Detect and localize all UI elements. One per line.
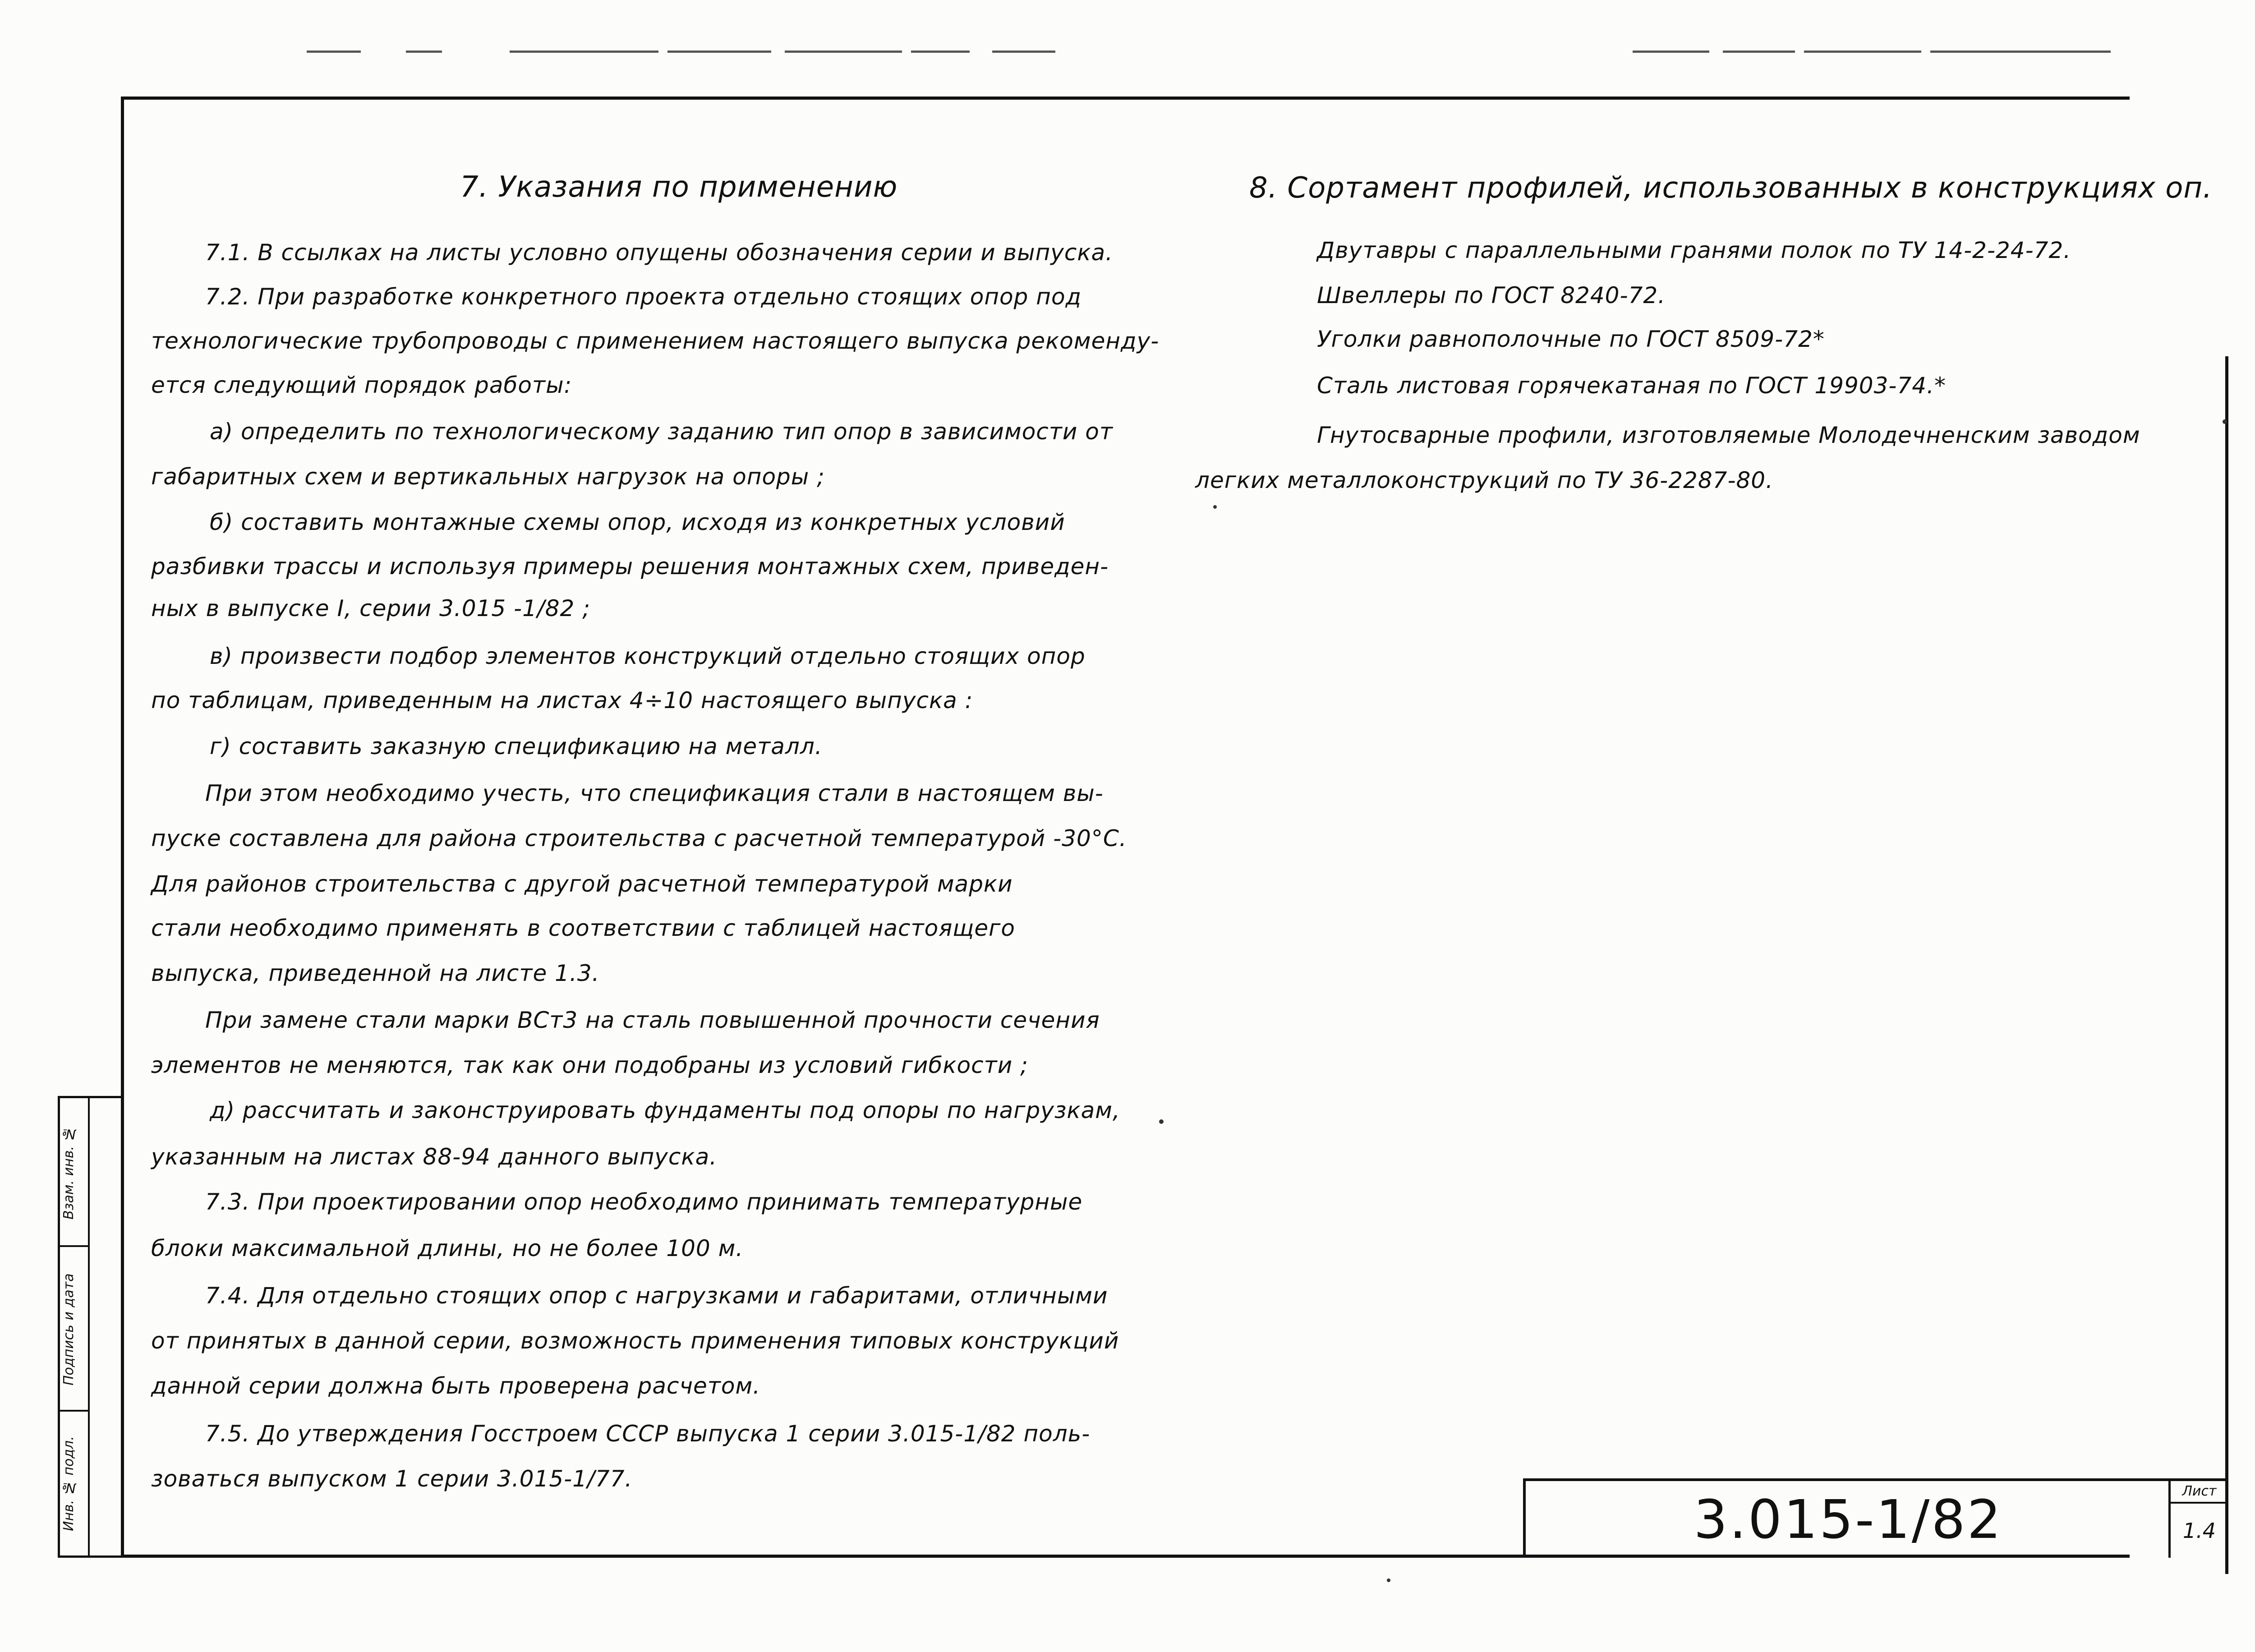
- s7-line: элементов не меняются, так как они подобраны из условий гибкости ;: [151, 1052, 1028, 1078]
- s7-line: пуске составлена для района строительства с расчетной температурой -30°С.: [151, 825, 1127, 851]
- scan-mark: [307, 51, 361, 53]
- s7-line: указанным на листах 88-94 данного выпуска.: [151, 1144, 718, 1170]
- s7-line: ных в выпуске I, серии 3.015 -1/82 ;: [151, 595, 591, 621]
- frame-right-edge: [2225, 356, 2228, 1574]
- scan-mark: [1804, 51, 1921, 53]
- scan-mark: [667, 51, 771, 53]
- scan-mark: [1930, 51, 2111, 53]
- side-stamp: [58, 1096, 121, 1558]
- s7-line: При этом необходимо учесть, что спецификация стали в настоящем вы-: [205, 780, 1104, 806]
- s7-line: ется следующий порядок работы:: [151, 372, 572, 398]
- side-cell-original: [60, 1412, 90, 1558]
- section7-heading: 7. Указания по применению: [460, 170, 898, 204]
- s8-line: Швеллеры по ГОСТ 8240-72.: [1317, 282, 1666, 308]
- sheet-label: Лист: [2171, 1481, 2228, 1504]
- s8-line: Сталь листовая горячекатаная по ГОСТ 19903-74.*: [1317, 373, 1946, 399]
- s7-line: технологические трубопроводы с применением настоящего выпуска рекоменду-: [151, 328, 1160, 354]
- scan-mark: [1633, 51, 1709, 53]
- s7-line: от принятых в данной серии, возможность применения типовых конструкций: [151, 1328, 1119, 1354]
- s7-line: 7.2. При разработке конкретного проекта отдельно стоящих опор под: [205, 284, 1082, 310]
- scan-mark: [1723, 51, 1795, 53]
- s7-line: 7.5. До утверждения Госстроем СССР выпуска 1 серии 3.015-1/82 поль-: [205, 1421, 1091, 1447]
- side-label-signature: Подпись и дата: [61, 1273, 77, 1385]
- s7-line: выпуска, приведенной на листе 1.3.: [151, 960, 600, 986]
- scan-speck: [2223, 419, 2227, 424]
- s7-line: б) составить монтажные схемы опор, исходя из конкретных условий: [210, 509, 1065, 535]
- s7-line: блоки максимальной длины, но не более 100 м.: [151, 1235, 744, 1261]
- scan-mark: [510, 51, 658, 53]
- s7-line: 7.3. При проектировании опор необходимо принимать температурные: [205, 1189, 1083, 1215]
- s7-line: г) составить заказную спецификацию на металл.: [210, 733, 823, 759]
- side-label-original: Инв. № подл.: [61, 1436, 77, 1532]
- sheet-cell: [2168, 1481, 2228, 1558]
- scan-mark: [992, 51, 1055, 53]
- side-cell-replacement: [60, 1098, 90, 1247]
- s8-line: легких металлоконструкций по ТУ 36-2287-80.: [1195, 467, 1774, 493]
- scan-speck: [1213, 505, 1217, 509]
- s7-line: д) рассчитать и законструировать фундаменты под опоры по нагрузкам,: [210, 1097, 1120, 1123]
- s7-line: по таблицам, приведенным на листах 4÷10 настоящего выпуска :: [151, 687, 973, 713]
- side-stamp-label-column: [60, 1098, 90, 1555]
- s7-line: 7.4. Для отдельно стоящих опор с нагрузками и габаритами, отличными: [205, 1283, 1108, 1309]
- s8-line: Уголки равнополочные по ГОСТ 8509-72*: [1317, 326, 1825, 352]
- s7-line: в) произвести подбор элементов конструкций отдельно стоящих опор: [210, 643, 1086, 669]
- s7-line: а) определить по технологическому заданию тип опор в зависимости от: [210, 419, 1114, 445]
- section8-heading: 8. Сортамент профилей, использованных в конструкциях оп.: [1249, 171, 2213, 205]
- s8-line: Гнутосварные профили, изготовляемые Молодечненским заводом: [1317, 422, 2140, 448]
- s7-line: данной серии должна быть проверена расчетом.: [151, 1373, 761, 1399]
- scan-speck: [1387, 1578, 1390, 1582]
- drawing-designation: 3.015-1/82: [1694, 1488, 2003, 1551]
- s7-line: Для районов строительства с другой расчетной температурой марки: [151, 871, 1013, 897]
- s7-line: 7.1. В ссылках на листы условно опущены обозначения серии и выпуска.: [205, 239, 1114, 266]
- side-cell-signature: [60, 1247, 90, 1412]
- title-block: [1523, 1478, 2225, 1558]
- scan-mark: [785, 51, 902, 53]
- s7-line: зоваться выпуском 1 серии 3.015-1/77.: [151, 1466, 633, 1492]
- s7-line: стали необходимо применять в соответствии с таблицей настоящего: [151, 915, 1016, 941]
- s7-line: габаритных схем и вертикальных нагрузок на опоры ;: [151, 464, 825, 490]
- sheet-number: 1.4: [2182, 1519, 2216, 1543]
- scan-mark: [911, 51, 970, 53]
- side-label-replacement: Взам. инв. №: [61, 1126, 77, 1219]
- s8-line: Двутавры с параллельными гранями полок по ТУ 14-2-24-72.: [1317, 237, 2071, 263]
- s7-line: разбивки трассы и используя примеры решения монтажных схем, приведен-: [151, 553, 1109, 580]
- scan-mark: [406, 51, 442, 53]
- s7-line: При замене стали марки ВСт3 на сталь повышенной прочности сечения: [205, 1007, 1100, 1033]
- scan-speck: [1159, 1119, 1164, 1124]
